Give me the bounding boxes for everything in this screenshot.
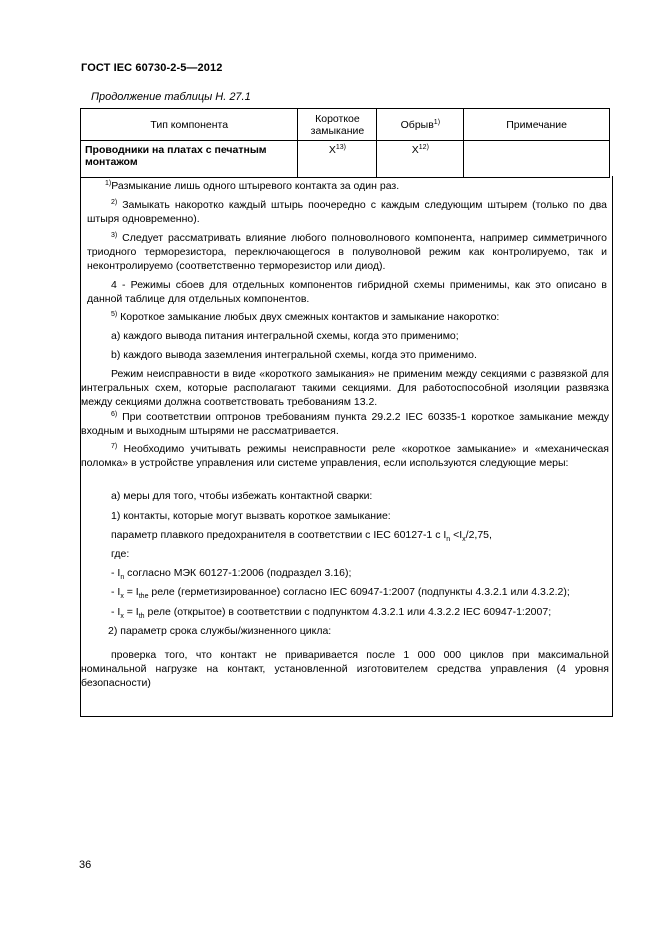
- component-table: [80, 108, 610, 178]
- footnote-7f-sub1: x: [120, 593, 124, 601]
- row-short-circuit-footnote-ref: 13): [335, 144, 346, 151]
- footnote-3: [87, 231, 607, 273]
- footnote-1-ref: 1): [105, 180, 112, 187]
- footnote-7c-sub2: x: [462, 536, 466, 544]
- row-short-circuit: [298, 141, 377, 178]
- footnote-7h: 2) параметр срока службы/жизненного цикла:: [108, 625, 332, 637]
- footnote-7-text: Необходимо учитывать режимы неисправности реле «короткое замыкание» и «механическая поломка» в устройстве управления или системе управления, если используются следующие меры:: [81, 443, 609, 469]
- row-component: Проводники на платах с печатным монтажом: [81, 141, 298, 178]
- header-note: Примечание: [464, 109, 610, 141]
- footnote-5-text: Короткое замыкание любых двух смежных контактов и замыкание накоротко:: [120, 311, 500, 323]
- footnote-5: [111, 310, 607, 324]
- page-number: 36: [79, 859, 92, 871]
- footnote-7c-sub1: n: [446, 536, 451, 544]
- footnote-6-ref: 6): [111, 411, 118, 418]
- footnote-3-text: Следует рассматривать влияние любого полноволнового компонента, например симметричного триодного терморезистора, переключающегося в полуволновой режим как контролируемо, так и неконтролируемо (соответственно терморезистор или диод).: [87, 232, 607, 272]
- header-break: [377, 109, 464, 141]
- table-row: [81, 141, 610, 178]
- footnote-5c: Режим неисправности в виде «короткого замыкания» не применим между секциями с развязкой для интегральных схем, которые располагают такими секциями. Для работоспособной изоляции развязка между секциями должна соответствовать требованиям 13.2.: [81, 368, 609, 408]
- footnote-7g-pre: - I: [111, 606, 121, 618]
- row-short-circuit-mark: X: [328, 144, 336, 156]
- footnote-2: [87, 198, 607, 226]
- footnote-7b: 1) контакты, которые могут вызвать короткое замыкание:: [111, 510, 391, 522]
- footnote-7e-sub: n: [120, 574, 125, 582]
- note-4: 4 - Режимы сбоев для отдельных компонентов гибридной схемы применимы, как это описано в данной таблице для отдельных компонентов.: [87, 279, 607, 305]
- footnote-7e-post: согласно МЭК 60127-1:2006 (подраздел 3.16);: [124, 567, 352, 579]
- footnote-7d: где:: [111, 548, 130, 560]
- footnote-7a: a) меры для того, чтобы избежать контактной сварки:: [111, 490, 373, 502]
- footnote-7c-pre: параметр плавкого предохранителя в соответствии с IEC 60127-1 с I: [111, 529, 447, 541]
- row-break-footnote-ref: 12): [418, 144, 429, 151]
- footnote-7g: [111, 605, 607, 624]
- footnote-7f-post: реле (герметизированное) согласно IEC 60947-1:2007 (подпункты 4.3.2.1 или 4.3.2.2);: [148, 586, 570, 598]
- standard-title: ГОСТ IEC 60730-2-5—2012: [81, 62, 223, 74]
- footnote-5b: b) каждого вывода заземления интегральной схемы, когда это применимо.: [111, 349, 477, 361]
- header-component-type: Тип компонента: [81, 109, 298, 141]
- row-note: [464, 141, 610, 178]
- footnote-7e: [111, 566, 607, 585]
- footnote-7: [81, 442, 609, 470]
- footnote-7g-mid: = I: [123, 606, 139, 618]
- footnote-5a: a) каждого вывода питания интегральной схемы, когда это применимо;: [111, 330, 459, 342]
- footnote-7c-mid: <I: [450, 529, 463, 541]
- table-caption: Продолжение таблицы H. 27.1: [91, 91, 251, 103]
- header-short-circuit: Короткое замыкание: [298, 109, 377, 141]
- row-break-mark: X: [411, 144, 419, 156]
- footnote-7-ref: 7): [111, 443, 118, 450]
- row-break: [377, 141, 464, 178]
- footnote-7g-post: реле (открытое) в соответствии с подпунктом 4.3.2.1 или 4.3.2.2 IEC 60947-1:2007;: [144, 606, 552, 618]
- footnote-7f-pre: - I: [111, 586, 121, 598]
- footnote-7e-pre: - I: [111, 567, 121, 579]
- footnote-3-ref: 3): [111, 232, 118, 239]
- header-break-footnote-ref: 1): [433, 118, 441, 126]
- footnote-6-text: При соответствии оптронов требованиям пункта 29.2.2 IEC 60335-1 короткое замыкание между входным и выходным штырями не рассматривается.: [81, 411, 609, 437]
- footnote-7g-sub1: x: [120, 613, 124, 621]
- footnote-7f-mid: = I: [123, 586, 139, 598]
- footnote-6: [81, 410, 609, 438]
- footnote-7c: [111, 528, 607, 547]
- footnote-1: [105, 179, 605, 193]
- footnote-7g-sub2: th: [138, 613, 145, 621]
- footnote-2-ref: 2): [111, 199, 118, 206]
- footnote-5-ref: 5): [111, 311, 118, 318]
- header-break-label: Обрыв: [400, 118, 434, 131]
- footnote-7i: проверка того, что контакт не приваривается после 1 000 000 циклов при максимальной номинальной нагрузке на контакт, установленной изготовителем средства управления (4 уровня безопасности): [81, 649, 609, 689]
- footnote-7c-post: /2,75,: [465, 529, 492, 541]
- footnote-2-text: Замыкать накоротко каждый штырь поочередно с каждым следующим штырем (только по два штыря одновременно).: [87, 199, 607, 225]
- table-header-row: [81, 109, 610, 141]
- footnote-1-text: Размыкание лишь одного штыревого контакта за один раз.: [111, 180, 400, 192]
- footnotes-box: [80, 176, 613, 717]
- footnote-7f: [111, 585, 607, 604]
- footnote-7f-sub2: the: [138, 593, 149, 601]
